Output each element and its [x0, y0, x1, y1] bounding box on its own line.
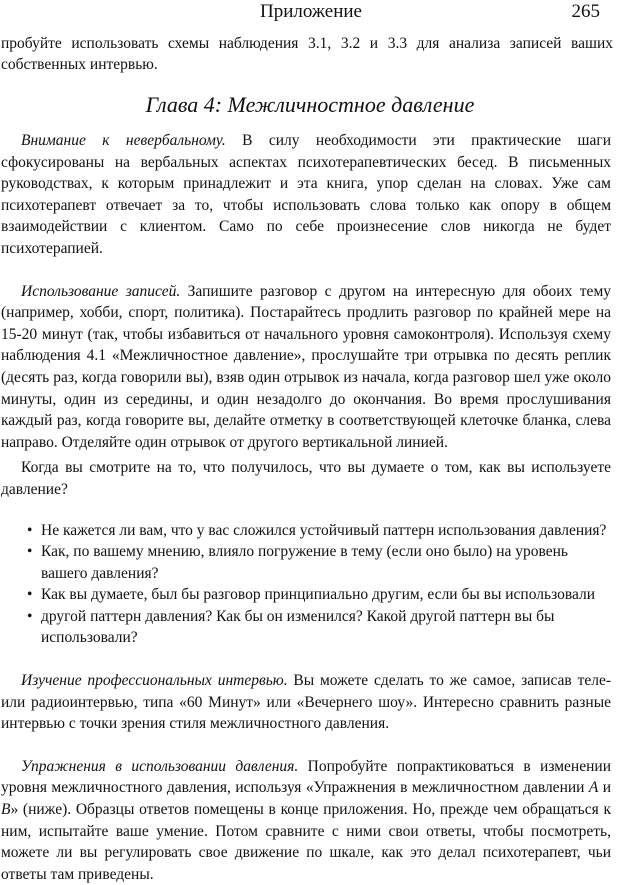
- paragraph-text: Попробуйте попрактиковаться в изменении уровня межличностного давления, используя «Упражнения в межличностном давлении: [1, 757, 611, 797]
- paragraph-lead: Внимание к невербальному.: [21, 132, 226, 149]
- variable-a: A: [588, 779, 599, 797]
- running-header: [0, 0, 620, 26]
- list-item: [1, 584, 611, 606]
- paragraph-professional: [1, 670, 611, 735]
- paragraph-nonverbal: [1, 130, 611, 260]
- bullet-mark: •: [27, 607, 33, 625]
- bullet-mark: •: [27, 543, 33, 561]
- variable-b: B: [1, 801, 11, 819]
- list-item-text: Как вы думаете, был бы разговор принципиально другим, если бы вы использовали: [41, 586, 596, 604]
- list-item: [1, 520, 611, 542]
- paragraph-text: В силу необходимости эти практические шаги сфокусированы на вербальных аспектах психотерапевтических бесед. В письменных руководствах, к которым принадлежит и эта книга, упор сделан на словах. Уже сам психотерапевт отвечает за то, чтобы использовать слова только как опору в общем взаимодействии с клиентом. Само по себе произнесение слов никогда не будет психотерапией.: [1, 132, 611, 257]
- list-item: [1, 541, 611, 584]
- running-title: Приложение: [260, 1, 362, 22]
- paragraph-text: » (ниже). Образцы ответов помещены в конце приложения. Но, прежде чем обращаться к ним, испытайте ваше умение. Потом сравните с ними свои ответы, чтобы посмотреть, можете ли вы регулировать свое движение по шкале, как это делал психотерапевт, чьи ответы там приведены.: [1, 801, 611, 883]
- conjunction: и: [598, 779, 611, 797]
- paragraph-question: Когда вы смотрите на то, что получилось, что вы думаете о том, как вы используете давление?: [1, 459, 611, 498]
- chapter-title: Глава 4: Межличностное давление: [145, 92, 475, 117]
- paragraph-lead: Упражнения в использовании давления.: [21, 757, 299, 775]
- paragraph-recordings: [1, 281, 611, 454]
- paragraph-lead: Изучение профессиональных интервью.: [21, 672, 288, 690]
- list-item-text: Как, по вашему мнению, влияло погружение в тему (если оно было) на уровень вашего давления?: [41, 543, 568, 582]
- page-number: 265: [571, 1, 600, 22]
- intro-paragraph: пробуйте использовать схемы наблюдения 3.1, 3.2 и 3.3 для анализа записей ваших собственных интервью.: [1, 35, 613, 73]
- list-item-text: другой паттерн давления? Как бы он изменился? Какой другой паттерн вы бы использовали?: [41, 607, 555, 647]
- bullet-mark: •: [27, 521, 33, 539]
- paragraph-text: Вы можете сделать то же самое, записав теле- или радиоинтервью, типа «60 Минут» или «Вечернего шоу». Интересно сравнить разные интервью с точки зрения стиля межличностного давления.: [1, 672, 611, 733]
- list-item: [1, 606, 611, 649]
- paragraph-text: Запишите разговор с другом на интересную для обоих тему (например, хобби, спорт, политика). Постарайтесь продлить разговор по крайней мере на 15-20 минут (так, чтобы избавиться от начального уровня самоконтроля). Используя схему наблюдения 4.1 «Межличностное давление», прослушайте три отрывка по десять реплик (десять раз, когда говорили вы), взяв один отрывок из начала, когда разговор шел уже около минуты, один из середины, и один незадолго до окончания. Во время прослушивания каждый раз, когда говорите вы, делайте отметку в соответствующей клеточке бланка, слева направо. Отделяйте один отрывок от другого вертикальной линией.: [1, 282, 611, 451]
- question-list: [1, 520, 611, 650]
- list-item-text: Не кажется ли вам, что у вас сложился устойчивый паттерн использования давления?: [41, 521, 607, 539]
- paragraph-exercises: [1, 756, 611, 885]
- chapter-body: [1, 130, 611, 885]
- bullet-mark: •: [27, 586, 33, 604]
- paragraph-lead: Использование записей.: [21, 282, 181, 300]
